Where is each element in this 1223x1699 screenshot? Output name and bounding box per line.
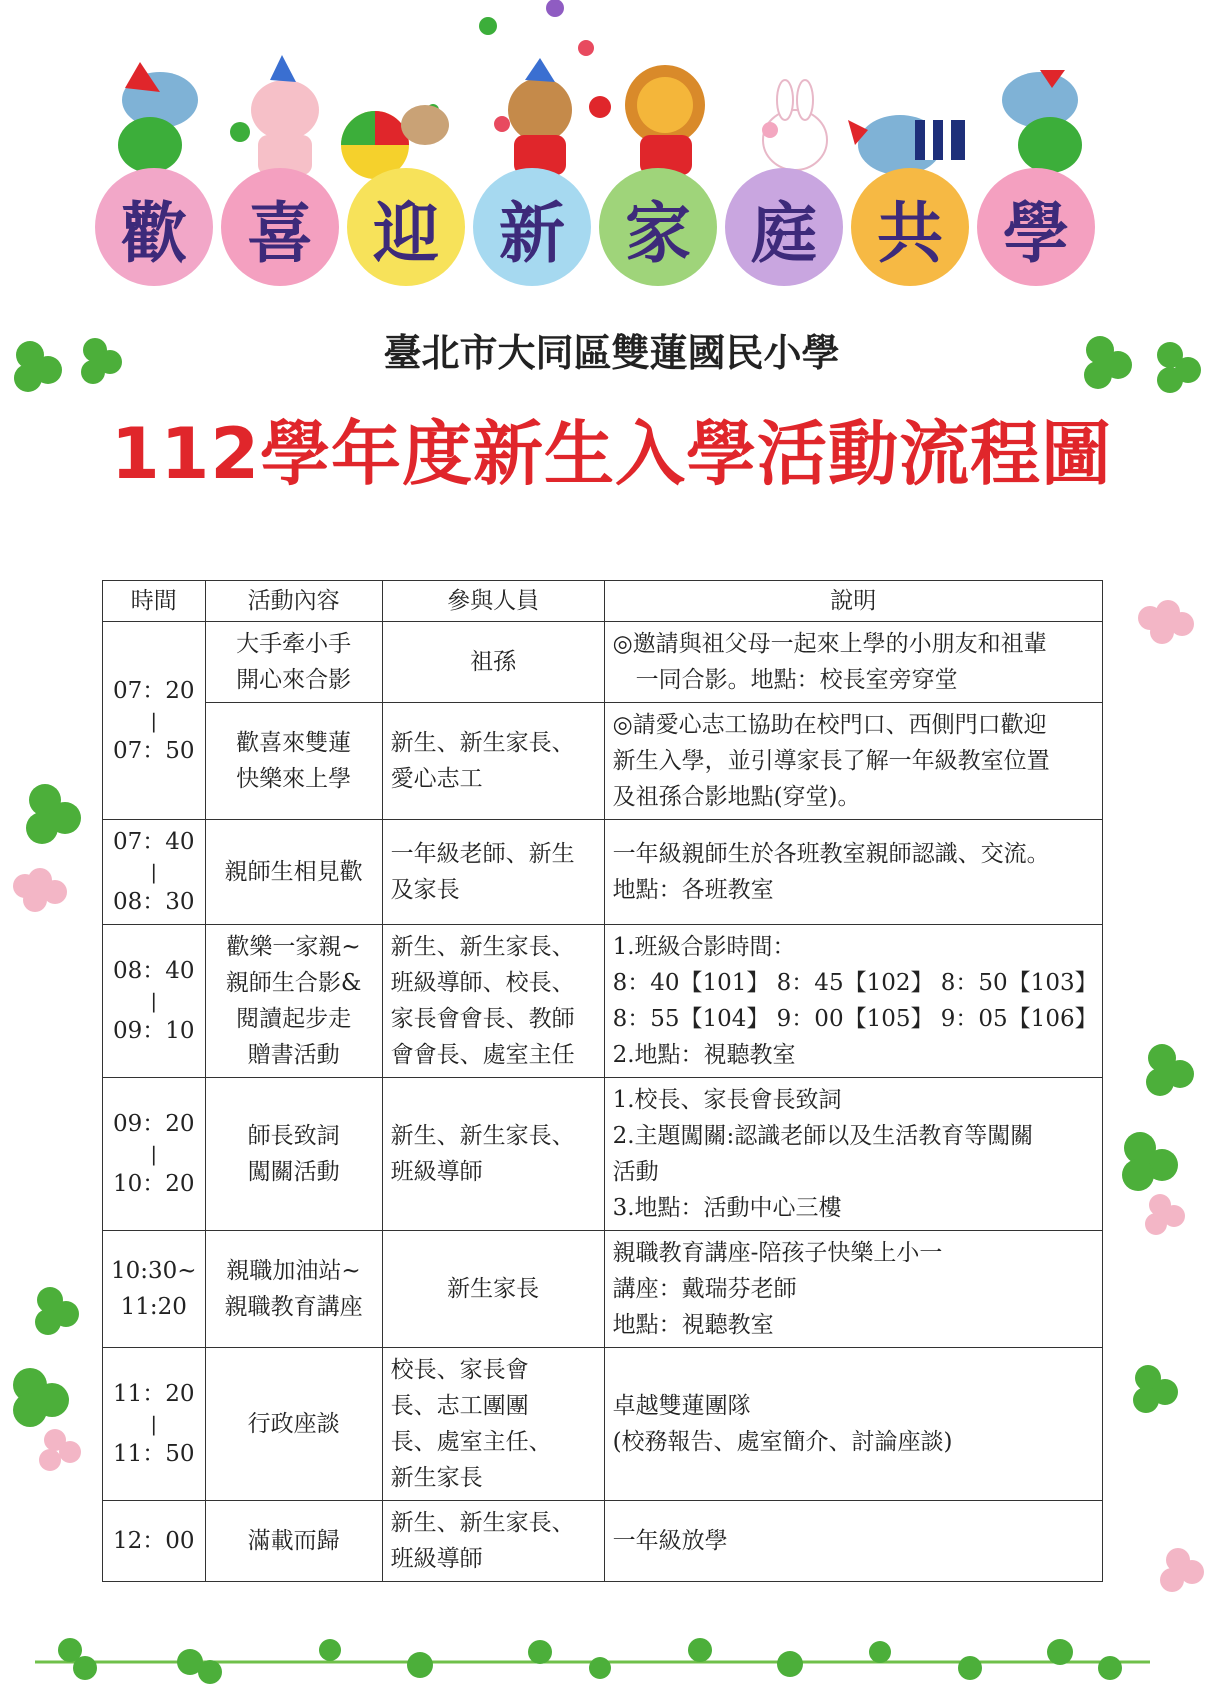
people-cell — [382, 925, 604, 1078]
description-cell — [604, 1078, 1102, 1231]
time-cell — [103, 1501, 206, 1582]
people-cell: 祖孫 — [382, 622, 604, 703]
description-line: 3.地點：活動中心三樓 — [612, 1195, 842, 1221]
description-cell: 一年級放學 — [604, 1501, 1102, 1582]
header-time: 時間 — [103, 581, 206, 622]
table-row — [103, 925, 1103, 1078]
description-line: 及祖孫合影地點(穿堂)。 — [612, 784, 861, 810]
description-line: ◎邀請與祖父母一起來上學的小朋友和祖輩 — [612, 631, 1047, 657]
table-row — [103, 820, 1103, 925]
people-cell — [382, 820, 604, 925]
activity-line: 師長致詞 — [247, 1123, 340, 1149]
people-line: 班級導師、校長、 — [390, 970, 575, 996]
description-line: 卓越雙蓮團隊 — [612, 1393, 751, 1419]
bear-illustration — [508, 58, 572, 175]
banner-char: 新 — [473, 168, 591, 286]
people-line: 新生家長 — [390, 1465, 483, 1491]
description-line: 活動 — [612, 1159, 659, 1185]
description-cell — [604, 925, 1102, 1078]
time-end: 11：50 — [113, 1441, 195, 1467]
activity-line: 大手牽小手 — [236, 631, 352, 657]
activity-line: 歡喜來雙蓮 — [236, 730, 352, 756]
time-cell — [103, 925, 206, 1078]
activity-line: 歡樂一家親~ — [226, 934, 361, 960]
people-cell — [382, 1078, 604, 1231]
people-line: 會會長、處室主任 — [390, 1042, 575, 1068]
activity-cell: 行政座談 — [205, 1348, 382, 1501]
activity-line: 親師生合影& — [225, 970, 362, 996]
time-cell — [103, 1078, 206, 1231]
table-row — [103, 1501, 1103, 1582]
activity-line: 闖關活動 — [247, 1159, 340, 1185]
description-line: ◎請愛心志工協助在校門口、西側門口歡迎 — [612, 712, 1047, 738]
people-line: 新生、新生家長、 — [390, 934, 575, 960]
time-cell — [103, 1348, 206, 1501]
description-line: 8：40【101】 8：45【102】 8：50【103】 — [612, 970, 1098, 996]
description-line: 講座：戴瑞芬老師 — [612, 1276, 797, 1302]
activity-line: 親職加油站~ — [226, 1258, 361, 1284]
time-separator: | — [150, 1142, 158, 1166]
description-line: (校務報告、處室簡介、討論座談) — [612, 1429, 953, 1455]
people-cell — [382, 1501, 604, 1582]
description-line: 1.校長、家長會長致詞 — [612, 1087, 842, 1113]
banner-char: 迎 — [347, 168, 465, 286]
people-line: 及家長 — [390, 877, 460, 903]
activity-line: 親職教育講座 — [224, 1294, 363, 1320]
elephant-striped-illustration — [848, 115, 965, 175]
time-end: 09：10 — [113, 1018, 195, 1044]
description-cell — [604, 622, 1102, 703]
elephant-right-illustration — [1002, 70, 1082, 173]
confetti-dot — [546, 0, 564, 17]
people-line: 一年級老師、新生 — [390, 841, 575, 867]
rabbit-illustration — [762, 80, 827, 170]
time-cell — [103, 820, 206, 925]
activity-line: 贈書活動 — [247, 1042, 340, 1068]
description-line: 一同合影。地點：校長室旁穿堂 — [612, 667, 958, 693]
description-line: 一年級親師生於各班教室親師認識、交流。 — [612, 841, 1050, 867]
time-start: 12：00 — [113, 1528, 195, 1554]
time-start: 07：20 — [113, 677, 195, 704]
activity-cell — [205, 1078, 382, 1231]
activity-line: 閱讀起步走 — [236, 1006, 352, 1032]
description-line: 2.地點：視聽教室 — [612, 1042, 796, 1068]
elephant-left-illustration — [118, 62, 198, 173]
people-cell — [382, 1348, 604, 1501]
time-start: 07：40 — [113, 829, 195, 855]
time-start: 08：40 — [113, 958, 195, 984]
banner-char: 歡 — [95, 168, 213, 286]
description-cell — [604, 1348, 1102, 1501]
confetti-dot — [230, 122, 250, 142]
time-separator: | — [150, 989, 158, 1013]
confetti-dot — [589, 96, 611, 118]
description-line: 2.主題闖關:認識老師以及生活教育等闖關 — [612, 1123, 1034, 1149]
time-end: 07：50 — [113, 737, 195, 764]
table-row — [103, 1231, 1103, 1348]
pig-illustration — [251, 55, 319, 175]
time-start: 10:30~ — [111, 1258, 197, 1284]
people-cell — [382, 703, 604, 820]
activity-cell: 滿載而歸 — [205, 1501, 382, 1582]
people-line: 長、志工團團 — [390, 1393, 529, 1419]
activity-line: 快樂來上學 — [236, 766, 352, 792]
time-start: 11：20 — [113, 1381, 195, 1407]
time-separator: | — [150, 1412, 158, 1436]
people-line: 長、處室主任、 — [390, 1429, 552, 1455]
activity-cell — [205, 925, 382, 1078]
time-separator: | — [150, 708, 158, 733]
confetti-dot — [479, 17, 497, 35]
people-line: 新生、新生家長、 — [390, 1123, 575, 1149]
time-end: 10：20 — [113, 1171, 195, 1197]
table-header-row — [103, 581, 1103, 622]
banner-char: 庭 — [725, 168, 843, 286]
activity-cell — [205, 622, 382, 703]
people-cell: 新生家長 — [382, 1231, 604, 1348]
activity-cell — [205, 1231, 382, 1348]
people-line: 家長會會長、教師 — [390, 1006, 575, 1032]
description-cell — [604, 703, 1102, 820]
table-row — [103, 1078, 1103, 1231]
lion-illustration — [625, 65, 705, 175]
schedule-table — [102, 580, 1103, 1582]
activity-line: 開心來合影 — [236, 667, 352, 693]
people-line: 愛心志工 — [390, 766, 483, 792]
page-title: 112學年度新生入學活動流程圖 — [110, 413, 1113, 495]
activity-cell: 親師生相見歡 — [205, 820, 382, 925]
description-line: 地點：各班教室 — [612, 877, 774, 903]
welcome-banner — [95, 168, 1115, 298]
header-description: 說明 — [604, 581, 1102, 622]
activity-cell — [205, 703, 382, 820]
confetti-dot — [578, 40, 594, 56]
description-line: 地點：視聽教室 — [612, 1312, 774, 1338]
school-name: 臺北市大同區雙蓮國民小學 — [383, 331, 840, 375]
time-separator: | — [150, 860, 158, 884]
description-line: 新生入學，並引導家長了解一年級教室位置 — [612, 748, 1050, 774]
table-row — [103, 703, 1103, 820]
header-activity: 活動內容 — [205, 581, 382, 622]
banner-char: 學 — [977, 168, 1095, 286]
description-line: 8：55【104】 9：00【105】 9：05【106】 — [612, 1006, 1098, 1032]
people-line: 班級導師 — [390, 1159, 483, 1185]
confetti-dot — [494, 116, 510, 132]
time-end: 08：30 — [113, 889, 195, 915]
banner-char: 家 — [599, 168, 717, 286]
header-people: 參與人員 — [382, 581, 604, 622]
time-cell — [103, 622, 206, 820]
people-line: 校長、家長會 — [390, 1357, 529, 1383]
people-line: 新生、新生家長、 — [390, 1510, 575, 1536]
description-line: 1.班級合影時間： — [612, 934, 796, 960]
people-line: 班級導師 — [390, 1546, 483, 1572]
table-row — [103, 1348, 1103, 1501]
description-cell — [604, 820, 1102, 925]
description-line: 親職教育講座-陪孩子快樂上小一 — [612, 1240, 943, 1266]
time-end: 11:20 — [120, 1294, 187, 1320]
banner-char: 喜 — [221, 168, 339, 286]
time-cell — [103, 1231, 206, 1348]
time-start: 09：20 — [113, 1111, 195, 1137]
table-row — [103, 622, 1103, 703]
people-line: 新生、新生家長、 — [390, 730, 575, 756]
banner-char: 共 — [851, 168, 969, 286]
description-cell — [604, 1231, 1102, 1348]
